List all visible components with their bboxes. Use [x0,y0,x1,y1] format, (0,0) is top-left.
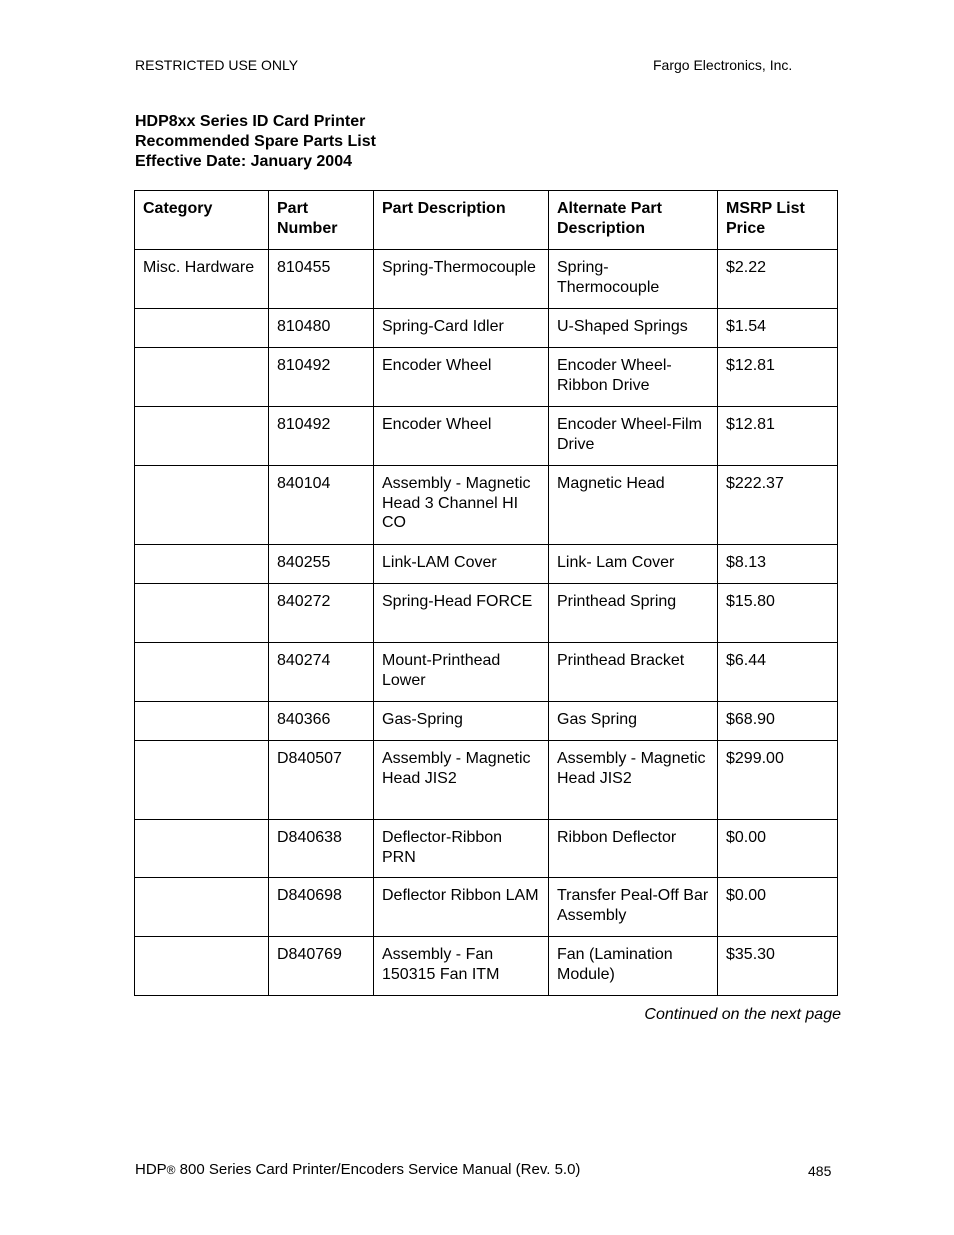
page-number: 485 [808,1163,832,1179]
cell-part-number: 810492 [269,348,374,407]
cell-price: $12.81 [718,348,838,407]
cell-alternate-description: Transfer Peal-Off Bar Assembly [549,878,718,937]
cell-part-description: Encoder Wheel [374,407,549,466]
cell-alternate-description: Fan (Lamination Module) [549,937,718,996]
cell-category [135,407,269,466]
cell-category [135,348,269,407]
cell-part-number: 840255 [269,545,374,584]
cell-price: $1.54 [718,309,838,348]
cell-category [135,937,269,996]
running-header-left: RESTRICTED USE ONLY [135,57,299,73]
cell-part-description: Deflector-Ribbon PRN [374,820,549,878]
cell-alternate-description: Spring-Thermocouple [549,250,718,309]
table-header-row [135,191,838,250]
table-row [135,643,838,702]
cell-category [135,309,269,348]
table-row [135,878,838,937]
cell-alternate-description: U-Shaped Springs [549,309,718,348]
cell-part-number: 840272 [269,584,374,643]
table-row [135,741,838,820]
cell-part-number: 840366 [269,702,374,741]
table-row [135,309,838,348]
cell-alternate-description: Encoder Wheel-Film Drive [549,407,718,466]
cell-part-number: D840769 [269,937,374,996]
cell-price: $6.44 [718,643,838,702]
table-row [135,407,838,466]
cell-part-number: D840507 [269,741,374,820]
cell-part-number: 810455 [269,250,374,309]
cell-alternate-description: Link- Lam Cover [549,545,718,584]
cell-price: $222.37 [718,466,838,545]
manual-title-prefix: HDP [135,1161,167,1178]
spare-parts-table [134,190,838,996]
cell-category [135,702,269,741]
column-header-part-description: Part Description [374,191,549,250]
cell-price: $0.00 [718,878,838,937]
cell-category [135,643,269,702]
cell-part-number: 810492 [269,407,374,466]
cell-category: Misc. Hardware [135,250,269,309]
document-title [135,112,376,172]
cell-part-description: Spring-Card Idler [374,309,549,348]
registered-trademark-mark: ® [166,1163,176,1177]
cell-price: $2.22 [718,250,838,309]
table-row [135,466,838,545]
table-row [135,702,838,741]
cell-part-number: D840638 [269,820,374,878]
column-header-part-number: Part Number [269,191,374,250]
table-row [135,250,838,309]
cell-part-description: Assembly - Magnetic Head 3 Channel HI CO [374,466,549,545]
cell-part-description: Link-LAM Cover [374,545,549,584]
cell-part-description: Mount-Printhead Lower [374,643,549,702]
cell-part-description: Gas-Spring [374,702,549,741]
cell-category [135,545,269,584]
cell-alternate-description: Encoder Wheel-Ribbon Drive [549,348,718,407]
table-row [135,937,838,996]
cell-price: $299.00 [718,741,838,820]
cell-part-description: Assembly - Magnetic Head JIS2 [374,741,549,820]
title-line-list-name: Recommended Spare Parts List [135,133,376,150]
cell-part-number: 840104 [269,466,374,545]
table-row [135,820,838,878]
manual-title-suffix: 800 Series Card Printer/Encoders Service Manual (Rev. 5.0) [175,1161,581,1178]
cell-part-description: Assembly - Fan 150315 Fan ITM [374,937,549,996]
cell-part-description: Deflector Ribbon LAM [374,878,549,937]
cell-category [135,584,269,643]
cell-part-description: Encoder Wheel [374,348,549,407]
cell-alternate-description: Magnetic Head [549,466,718,545]
table-row [135,584,838,643]
cell-price: $35.30 [718,937,838,996]
cell-alternate-description: Ribbon Deflector [549,820,718,878]
cell-part-description: Spring-Thermocouple [374,250,549,309]
cell-price: $12.81 [718,407,838,466]
cell-alternate-description: Printhead Spring [549,584,718,643]
cell-part-number: D840698 [269,878,374,937]
table-row [135,545,838,584]
cell-part-number: 810480 [269,309,374,348]
cell-part-description: Spring-Head FORCE [374,584,549,643]
running-footer-manual-title [135,1161,580,1178]
cell-category [135,878,269,937]
table-row [135,348,838,407]
column-header-alternate-description: Alternate Part Description [549,191,718,250]
title-line-product: HDP8xx Series ID Card Printer [135,113,366,130]
cell-category [135,466,269,545]
cell-alternate-description: Assembly - Magnetic Head JIS2 [549,741,718,820]
cell-alternate-description: Printhead Bracket [549,643,718,702]
title-line-effective-date: Effective Date: January 2004 [135,153,352,170]
column-header-msrp-price: MSRP List Price [718,191,838,250]
cell-price: $68.90 [718,702,838,741]
cell-category [135,820,269,878]
cell-price: $15.80 [718,584,838,643]
running-header-right: Fargo Electronics, Inc. [653,57,793,73]
cell-part-number: 840274 [269,643,374,702]
cell-price: $0.00 [718,820,838,878]
cell-alternate-description: Gas Spring [549,702,718,741]
cell-price: $8.13 [718,545,838,584]
continued-note: Continued on the next page [644,1006,841,1023]
cell-category [135,741,269,820]
column-header-category: Category [135,191,269,250]
